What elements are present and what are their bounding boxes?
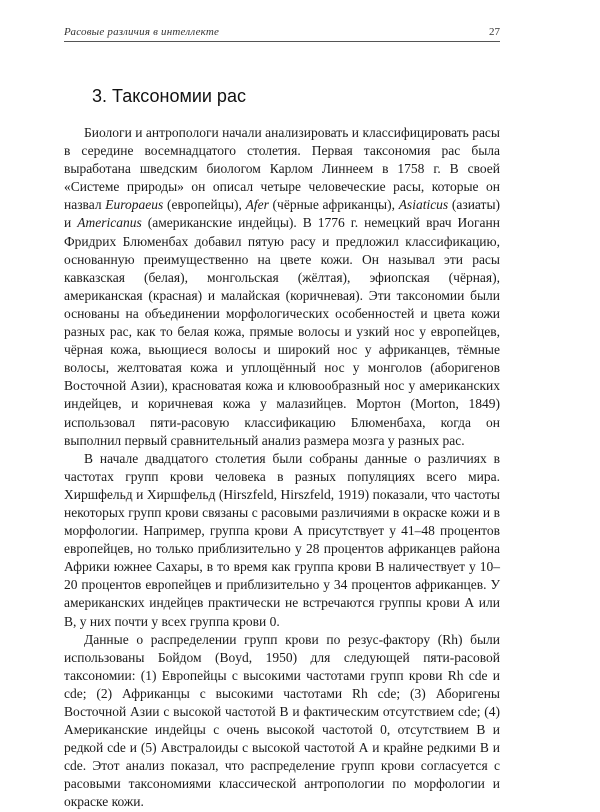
taxon-europaeus: Europaeus [105,197,164,213]
section-heading: 3. Таксономии рас [92,86,246,106]
taxon-americanus: Americanus [77,215,142,231]
paragraph-1 [64,124,500,450]
paragraph-1-text-e: (американские индейцы). В 1776 г. немецкий врач Иоганн Фридрих Блюменбах добавил пятую расу и предложил классификацию, основанную преимущественно на цвете кожи. Он называл эти расы кавказская (белая), монгольская (жёлтая), эфиопская (чёрная), американская (красная) и малайская (коричневая). Эти таксономии были основаны на объединении морфологических особенностей и цвета кожи разных рас, как то белая кожа, прямые волосы и узкий нос у европейцев, чёрная кожа, вьющиеся волосы и широкий нос у африканцев, тёмные волосы, желтоватая кожа и уплощённый нос у монголов (аборигенов Восточной Азии), красноватая кожа и клювообразный нос у американских индейцев, и коричневая кожа у малазийцев. Мортон (Morton, 1849) использовал пяти-расовую классификацию Блюменбаха, когда он выполнил первый сравнительный анализ размера мозга у разных рас. [64,215,500,448]
taxon-asiaticus: Asiaticus [398,197,449,213]
running-title: Расовые различия в интеллекте [64,26,220,38]
running-header [64,26,500,42]
paragraph-1-text-d: (азиаты) и [64,197,501,231]
page-number: 27 [489,26,500,38]
paragraph-1-text-a: Биологи и антропологи начали анализировать и классифицировать расы в середине восемнадцатого столетия. Первая таксономия рас была выработана шведским биологом Карлом Линнеем в 1758 г. В своей «Системе природы» он описал четыре человеческие расы, которые он назвал [64,125,500,213]
paragraph-1-text-c: (чёрные африканцы), [268,197,399,213]
paragraph-3: Данные о распределении групп крови по резус-фактору (Rh) были использованы Бойдом (Boyd, 1950) для следующей пяти-расовой таксономии: (1) Европейцы с высокими частотами групп крови Rh cde и cde; (2) Африканцы с высокими частотами Rh cde; (3) Аборигены Восточной Азии с высокой частотой В и фактическим отсутствием cde; (4) Американские индейцы с очень высокой частотой 0, отсутствием В и редкой cde и (5) Австралоиды с высокой частотой А и крайне редкими В и cde. Этот анализ показал, что распределение групп крови согласуется с расовыми таксономиями классической антропологии по морфологии и окраске кожи. [64,631,500,810]
paragraph-2: В начале двадцатого столетия были собраны данные о различиях в частотах групп крови человека в разных популяциях всего мира. Хиршфельд и Хиршфельд (Hirszfeld, Hirszfeld, 1919) показали, что частоты некоторых групп крови связаны с расовыми различиями в окраске кожи и в морфологии. Например, группа крови А присутствует у 41–48 процентов европейцев, но только приблизительно у 28 процентов африканцев района Африки южнее Сахары, в то время как группа крови В наличествует у 10–20 процентов европейцев и приблизительно у 34 процентов африканцев. У американских индейцев практически не встречаются группы крови А или В, у них почти у всех группа крови 0. [64,450,500,629]
paragraph-1-text-b: (европейцы), [163,197,246,213]
header-rule [64,41,500,42]
body-text [64,124,500,812]
taxon-afer: Afer [245,197,269,213]
